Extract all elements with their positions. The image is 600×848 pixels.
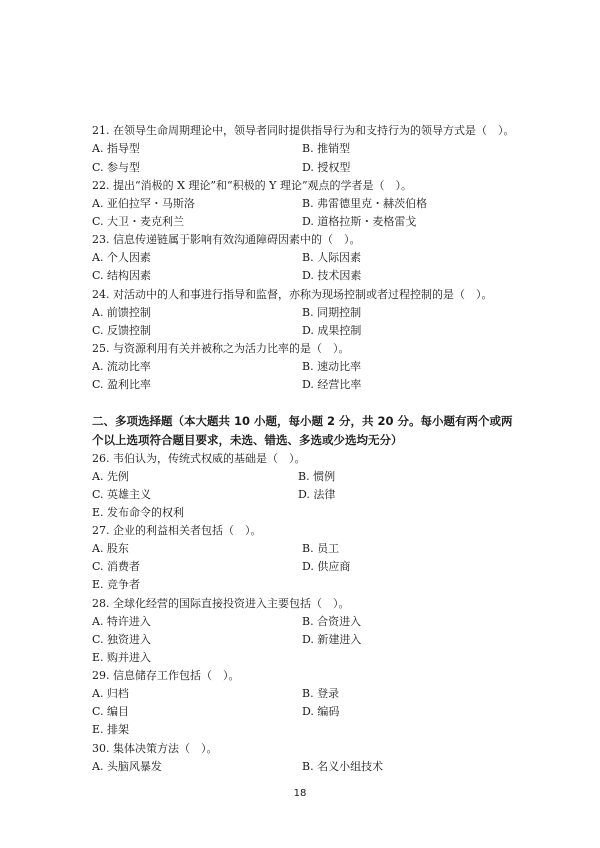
question-26-option-e: E. 发布命令的权利 — [92, 506, 185, 519]
question-23-option-a: A. 个人因素 — [92, 251, 151, 264]
question-30-option-b: B. 名义小组技术 — [302, 760, 384, 773]
question-29-stem: 29. 信息储存工作包括（ ）。 — [92, 669, 240, 682]
question-21-stem: 21. 在领导生命周期理论中，领导者同时提供指导行为和支持行为的领导方式是（ ）。 — [92, 124, 515, 137]
question-23-option-c: C. 结构因素 — [92, 269, 152, 282]
question-29-option-d: D. 编码 — [302, 705, 340, 718]
question-29-option-b: B. 登录 — [302, 687, 340, 700]
question-21-option-c: C. 参与型 — [92, 161, 141, 174]
question-27-option-e: E. 竞争者 — [92, 578, 141, 591]
question-28-option-e: E. 购并进入 — [92, 651, 152, 664]
question-27-stem: 27. 企业的利益相关者包括（ ）。 — [92, 524, 262, 537]
question-28-option-b: B. 合资进入 — [302, 615, 362, 628]
question-23-option-d: D. 技术因素 — [302, 269, 362, 282]
question-22-option-c: C. 大卫・麦克利兰 — [92, 215, 185, 228]
question-21-option-d: D. 授权型 — [302, 161, 351, 174]
question-26-option-d: D. 法律 — [298, 488, 336, 501]
question-30-stem: 30. 集体决策方法（ ）。 — [92, 742, 218, 755]
question-23-stem: 23. 信息传递链属于影响有效沟通障碍因素中的（ ）。 — [92, 233, 361, 246]
question-27-option-a: A. 股东 — [92, 542, 129, 555]
question-22-stem: 22. 提出“消极的 X 理论”和“积极的 Y 理论”观点的学者是（ ）。 — [92, 179, 413, 192]
question-29-option-e: E. 排架 — [92, 723, 130, 736]
question-27-option-b: B. 员工 — [302, 542, 340, 555]
question-27-option-d: D. 供应商 — [302, 560, 351, 573]
question-25-option-a: A. 流动比率 — [92, 360, 151, 373]
question-24-stem: 24. 对活动中的人和事进行指导和监督，亦称为现场控制或者过程控制的是（ ）。 — [92, 288, 493, 301]
question-26-option-c: C. 英雄主义 — [92, 488, 152, 501]
question-28-option-d: D. 新建进入 — [302, 633, 362, 646]
question-26-stem: 26. 韦伯认为，传统式权威的基础是（ ）。 — [92, 452, 306, 465]
question-22-option-a: A. 亚伯拉罕・马斯洛 — [92, 197, 195, 210]
question-27-option-c: C. 消费者 — [92, 560, 141, 573]
question-28-stem: 28. 全球化经营的国际直接投资进入主要包括（ ）。 — [92, 597, 350, 610]
section-heading: 二、多项选择题（本大题共 10 小题，每小题 2 分，共 20 分。每小题有两个或两个以上选项符合题目要求，未选、错选、多选或少选均无分） — [92, 414, 513, 447]
question-24-option-c: C. 反馈控制 — [92, 324, 152, 337]
question-25-option-d: D. 经营比率 — [302, 378, 362, 391]
question-25-stem: 25. 与资源利用有关并被称之为活力比率的是（ ）。 — [92, 342, 350, 355]
question-25-option-c: C. 盈利比率 — [92, 378, 152, 391]
question-24-option-a: A. 前馈控制 — [92, 306, 151, 319]
page-number: 18 — [293, 788, 307, 799]
question-24-option-d: D. 成果控制 — [302, 324, 362, 337]
question-24-option-b: B. 同期控制 — [302, 306, 362, 319]
question-21-option-a: A. 指导型 — [92, 142, 140, 155]
question-29-option-a: A. 归档 — [92, 687, 129, 700]
question-28-option-a: A. 特许进入 — [92, 615, 151, 628]
question-28-option-c: C. 独资进入 — [92, 633, 152, 646]
question-29-option-c: C. 编目 — [92, 705, 130, 718]
question-25-option-b: B. 速动比率 — [302, 360, 362, 373]
question-23-option-b: B. 人际因素 — [302, 251, 362, 264]
question-26-option-b: B. 惯例 — [298, 470, 336, 483]
question-22-option-b: B. 弗雷德里克・赫茨伯格 — [302, 197, 428, 210]
question-21-option-b: B. 推销型 — [302, 142, 351, 155]
question-22-option-d: D. 道格拉斯・麦格雷戈 — [302, 215, 417, 228]
question-26-option-a: A. 先例 — [92, 470, 129, 483]
question-30-option-a: A. 头脑风暴发 — [92, 760, 162, 773]
